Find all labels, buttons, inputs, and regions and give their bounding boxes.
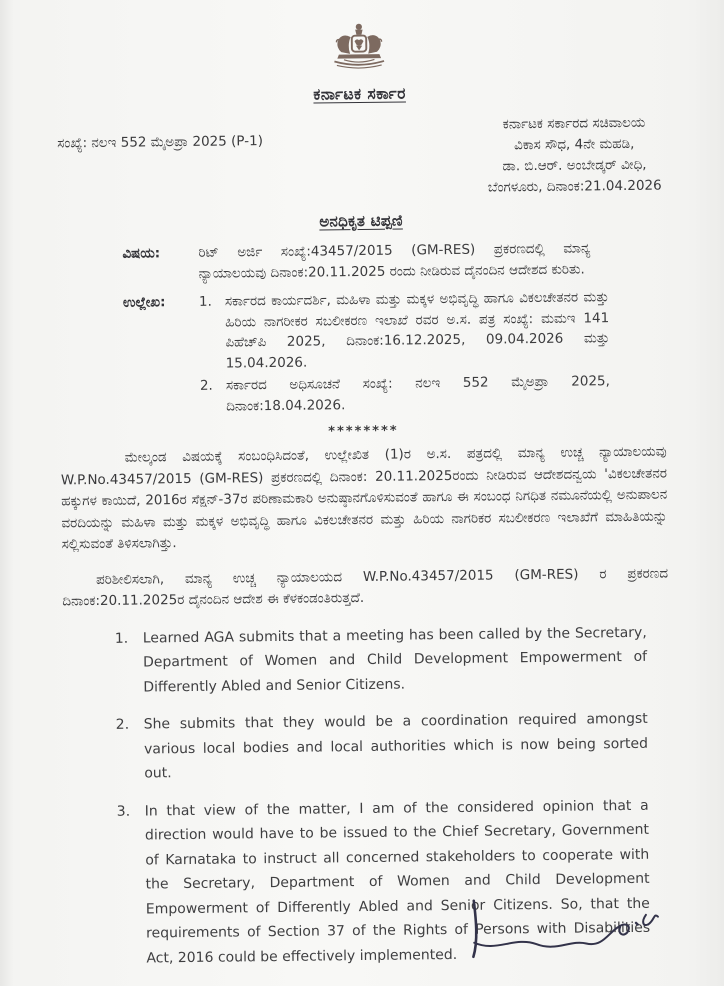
asterisk-separator: ******** <box>328 423 399 440</box>
handwritten-signature <box>458 889 669 963</box>
order-point <box>116 707 671 787</box>
subject-label: ವಿಷಯ: <box>122 245 161 262</box>
subject-text: ರಿಟ್ ಅರ್ಜಿ ಸಂಖ್ಯೆ:43457/2015 (GM-RES) ಪ್ರಕರಣದಲ್ಲಿ ಮಾನ್ಯ ನ್ಯಾಯಾಲಯವು ದಿನಾಂಕ:20.11.2025 ರಂದು ನೀಡಿರುವ ದೈನಂದಿನ ಆದೇಶದ ಕುರಿತು. <box>198 240 591 282</box>
reference-label: ಉಲ್ಲೇಖ: <box>122 294 166 311</box>
subject-section <box>122 238 664 285</box>
secretariat-address <box>487 113 662 199</box>
government-name: ಕರ್ನಾಟಕ ಸರ್ಕಾರ <box>313 84 406 104</box>
reference-item-number: 1. <box>198 293 212 310</box>
reference-list <box>199 287 610 419</box>
address-line: ವಿಕಾಸ ಸೌಧ, 4ನೇ ಮಹಡಿ, <box>514 135 635 154</box>
signature-container <box>458 889 669 967</box>
order-point-text: Learned AGA submits that a meeting has been called by the Secretary, Department of Women and Child Development Empowerment of Differently Abled and Senior Citizens. <box>142 624 648 695</box>
order-point-text: She submits that they would be a coordination required amongst various local bodies and local authorities which is now being sorted out. <box>143 710 649 782</box>
reference-item-text: ಸರ್ಕಾರದ ಅಧಿಸೂಚನೆ ಸಂಖ್ಯೆ: ನಲಇ 552 ಮೈಅಪ್ರಾ 2025, ದಿನಾಂಕ:18.04.2026. <box>225 373 610 415</box>
reference-item <box>200 371 610 417</box>
reference-item-number: 2. <box>199 377 213 394</box>
reference-item-text: ಸರ್ಕಾರದ ಕಾರ್ಯದರ್ಶಿ, ಮಹಿಳಾ ಮತ್ತು ಮಕ್ಕಳ ಅಭಿವೃದ್ಧಿ ಹಾಗೂ ವಿಕಲಚೇತನರ ಮತ್ತು ಹಿರಿಯ ನಾಗರೀಕರ ಸಬಲೀಕರಣ ಇಲಾಖೆ ರವರ ಅ.ಸ. ಪತ್ರ ಸಂಖ್ಯೆ: ಮಮಇ 141 ಪಿಹೆಚ್‌ಪಿ 2025, ದಿನಾಂಕ:16.12.2025, 09.04.2026 ಮತ್ತು 15.04.2026. <box>224 289 610 372</box>
order-point-text: In that view of the matter, I am of the considered opinion that a direction would have to be issued to the Chief Secretary, Government of Karnataka to instruct all concerned stakeholders to cooperate with the Secretary, Department of Women and Child Development Empowerment of Differently Abled and Senior Citizens. So, that the requirements of Section 37 of the Rights of Persons with Disabilities Act, 2016 could be effectively implemented. <box>144 797 651 966</box>
order-point-number: 1. <box>114 630 129 647</box>
document-title: ಅನಧಿಕೃತ ಟಿಪ್ಪಣಿ <box>319 211 403 231</box>
reference-section <box>123 287 666 420</box>
order-point-number: 3. <box>116 803 131 820</box>
emblem-container <box>56 19 663 86</box>
karnataka-state-emblem-icon <box>315 22 404 79</box>
order-point <box>115 620 670 700</box>
address-line: ಡಾ. ಬಿ.ಆರ್. ಅಂಬೇಡ್ಕರ್ ವೀಧಿ, <box>502 156 647 175</box>
reference-number: ಸಂಖ್ಯೆ: ನಲಇ 552 ಮೈಅಪ್ರಾ 2025 (P-1) <box>57 133 264 152</box>
reference-item <box>199 287 610 374</box>
order-point-number: 2. <box>115 716 130 733</box>
header-row <box>57 113 664 204</box>
address-line: ಕರ್ನಾಟಕ ಸರ್ಕಾರದ ಸಚಿವಾಲಯ <box>502 114 646 133</box>
body-paragraph: ಮೇಲ್ಕಂಡ ವಿಷಯಕ್ಕೆ ಸಂಬಂಧಿಸಿದಂತೆ, ಉಲ್ಲೇಖಿತ (1)ರ ಅ.ಸ. ಪತ್ರದಲ್ಲಿ ಮಾನ್ಯ ಉಚ್ಚ ನ್ಯಾಯಾಲಯವು W.P.No.43457/2015 (GM-RES) ಪ್ರಕರಣದಲ್ಲಿ ದಿನಾಂಕ: 20.11.2025ರಂದು ನೀಡಿರುವ ಆದೇಶದನ್ವಯ 'ವಿಕಲಚೇತನರ ಹಕ್ಕುಗಳ ಕಾಯಿದೆ, 2016ರ ಸೆಕ್ಷನ್-37ರ ಪರಿಣಾಮಕಾರಿ ಅನುಷ್ಠಾನಗೊಳಿಸುವಂತೆ ಹಾಗೂ ಈ ಸಂಬಂಧ ನಿಗಧಿತ ನಮೂನೆಯಲ್ಲಿ ಅನುಪಾಲನ ವರದಿಯನ್ನು ಮಹಿಳಾ ಮತ್ತು ಮಕ್ಕಳ ಅಭಿವೃದ್ಧಿ ಹಾಗೂ ವಿಕಲಚೇತನರ ಮತ್ತು ಹಿರಿಯ ನಾಗರಿಕರ ಸಬಲೀಕರಣ ಇಲಾಖೆಗೆ ಮಾಹಿತಿಯನ್ನು ಸಲ್ಲಿಸುವಂತೆ ತಿಳಿಸಲಾಗಿತ್ತು. <box>60 443 668 553</box>
address-line-date: ಬೆಂಗಳೂರು, ದಿನಾಂಕ:21.04.2026 <box>487 177 662 196</box>
body-paragraph: ಪರಿಶೀಲಿಸಲಾಗಿ, ಮಾನ್ಯ ಉಚ್ಚ ನ್ಯಾಯಾಲಯದ W.P.No.43457/2015 (GM-RES) ರ ಪ್ರಕರಣದ ದಿನಾಂಕ:20.11.2025ರ ದೈನಂದಿನ ಆದೇಶ ಈ ಕೆಳಕಂಡಂತಿರುತ್ತದೆ. <box>62 565 669 610</box>
